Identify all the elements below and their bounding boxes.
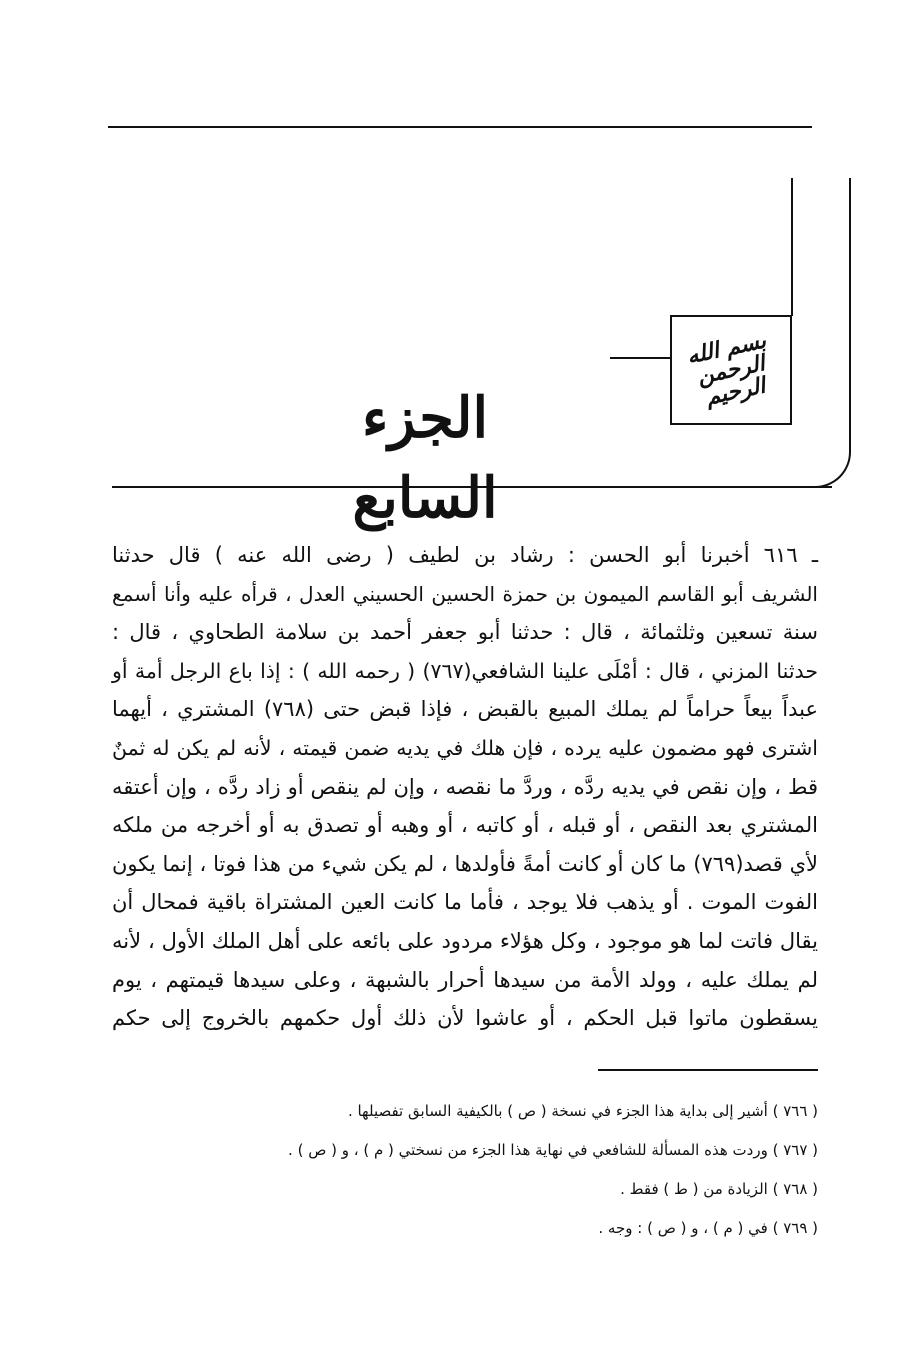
frame-right-line (849, 178, 851, 448)
basmala-calligraphy-box (670, 315, 792, 425)
text-line: الفوت الموت . أو يذهب فلا يوجد ، فأما ما كانت العين المشتراة باقية فمحال أن (112, 890, 818, 915)
footnote-separator (598, 1069, 818, 1071)
footnote: ( ٧٦٧ ) وردت هذه المسألة للشافعي في نهاية هذا الجزء من نسختي ( م ) ، و ( ص ) . (288, 1141, 818, 1159)
text-line: لم يملك عليه ، وولد الأمة من سيدها أحرار بالشبهة ، وعلى سيدها قيمتهم ، يوم (112, 967, 818, 992)
frame-connector-line (610, 357, 670, 359)
text-line: يسقطون ماتوا قبل الحكم ، أو عاشوا لأن ذلك أول حكمهم بالخروج إلى حكم (112, 1006, 818, 1031)
text-line: قط ، وإن نقص في يديه ردَّه ، وردَّ ما نقصه ، وإن لم ينقص أو زاد ردَّه ، وإن أعتقه (112, 774, 818, 799)
footnote: ( ٧٦٦ ) أشير إلى بداية هذا الجزء في نسخة ( ص ) بالكيفية السابق تفصيلها . (347, 1102, 818, 1120)
footnote: ( ٧٦٨ ) الزيادة من ( ط ) فقط . (620, 1180, 818, 1198)
frame-corner-curve (810, 430, 851, 488)
text-line: اشترى فهو مضمون عليه يرده ، فإن هلك في يديه ضمن قيمته ، لأنه لم يكن له ثمنٌ (112, 735, 818, 760)
text-line: المشتري بعد النقص ، أو قبله ، أو كاتبه ، أو وهبه أو تصدق به أو أخرجه من ملكه (112, 813, 818, 838)
text-line: سنة تسعين وثلثمائة ، قال : حدثنا أبو جعفر أحمد بن سلامة الطحاوي ، قال : (112, 620, 818, 645)
part-title: الجزء السابع (352, 385, 498, 531)
footnote: ( ٧٦٩ ) في ( م ) ، و ( ص ) : وجه . (598, 1219, 818, 1237)
text-line: ـ ٦١٦ أخبرنا أبو الحسن : رشاد بن لطيف ( رضى الله عنه ) قال حدثنا (112, 543, 819, 567)
footnotes (112, 1092, 818, 1248)
body-text (112, 536, 818, 1038)
text-line: يقال فاتت لما هو موجود ، وكل هؤلاء مردود على بائعه على أهل الملك الأول ، لأنه (112, 928, 818, 953)
text-line: لأي قصد(٧٦٩) ما كان أو كانت أمةً فأولدها ، لم يكن شيء من هذا فوتا ، إنما يكون (112, 851, 818, 876)
text-line: حدثنا المزني ، قال : أمْلَى علينا الشافعي(٧٦٧) ( رحمه الله ) : إذا باع الرجل أمة أو (112, 658, 818, 683)
text-line: عبداً بيعاً حراماً لم يملك المبيع بالقبض ، فإذا قبض حتى (٧٦٨) المشتري ، أيهما (112, 697, 818, 722)
frame-box-line (791, 178, 793, 316)
text-line: الشريف أبو القاسم الميمون بن حمزة الحسين الحسيني العدل ، قرأه عليه وأنا أسمع (112, 581, 818, 606)
top-rule (108, 126, 812, 128)
basmala-calligraphy: بسم الله الرحمن الرحيم (684, 327, 769, 411)
